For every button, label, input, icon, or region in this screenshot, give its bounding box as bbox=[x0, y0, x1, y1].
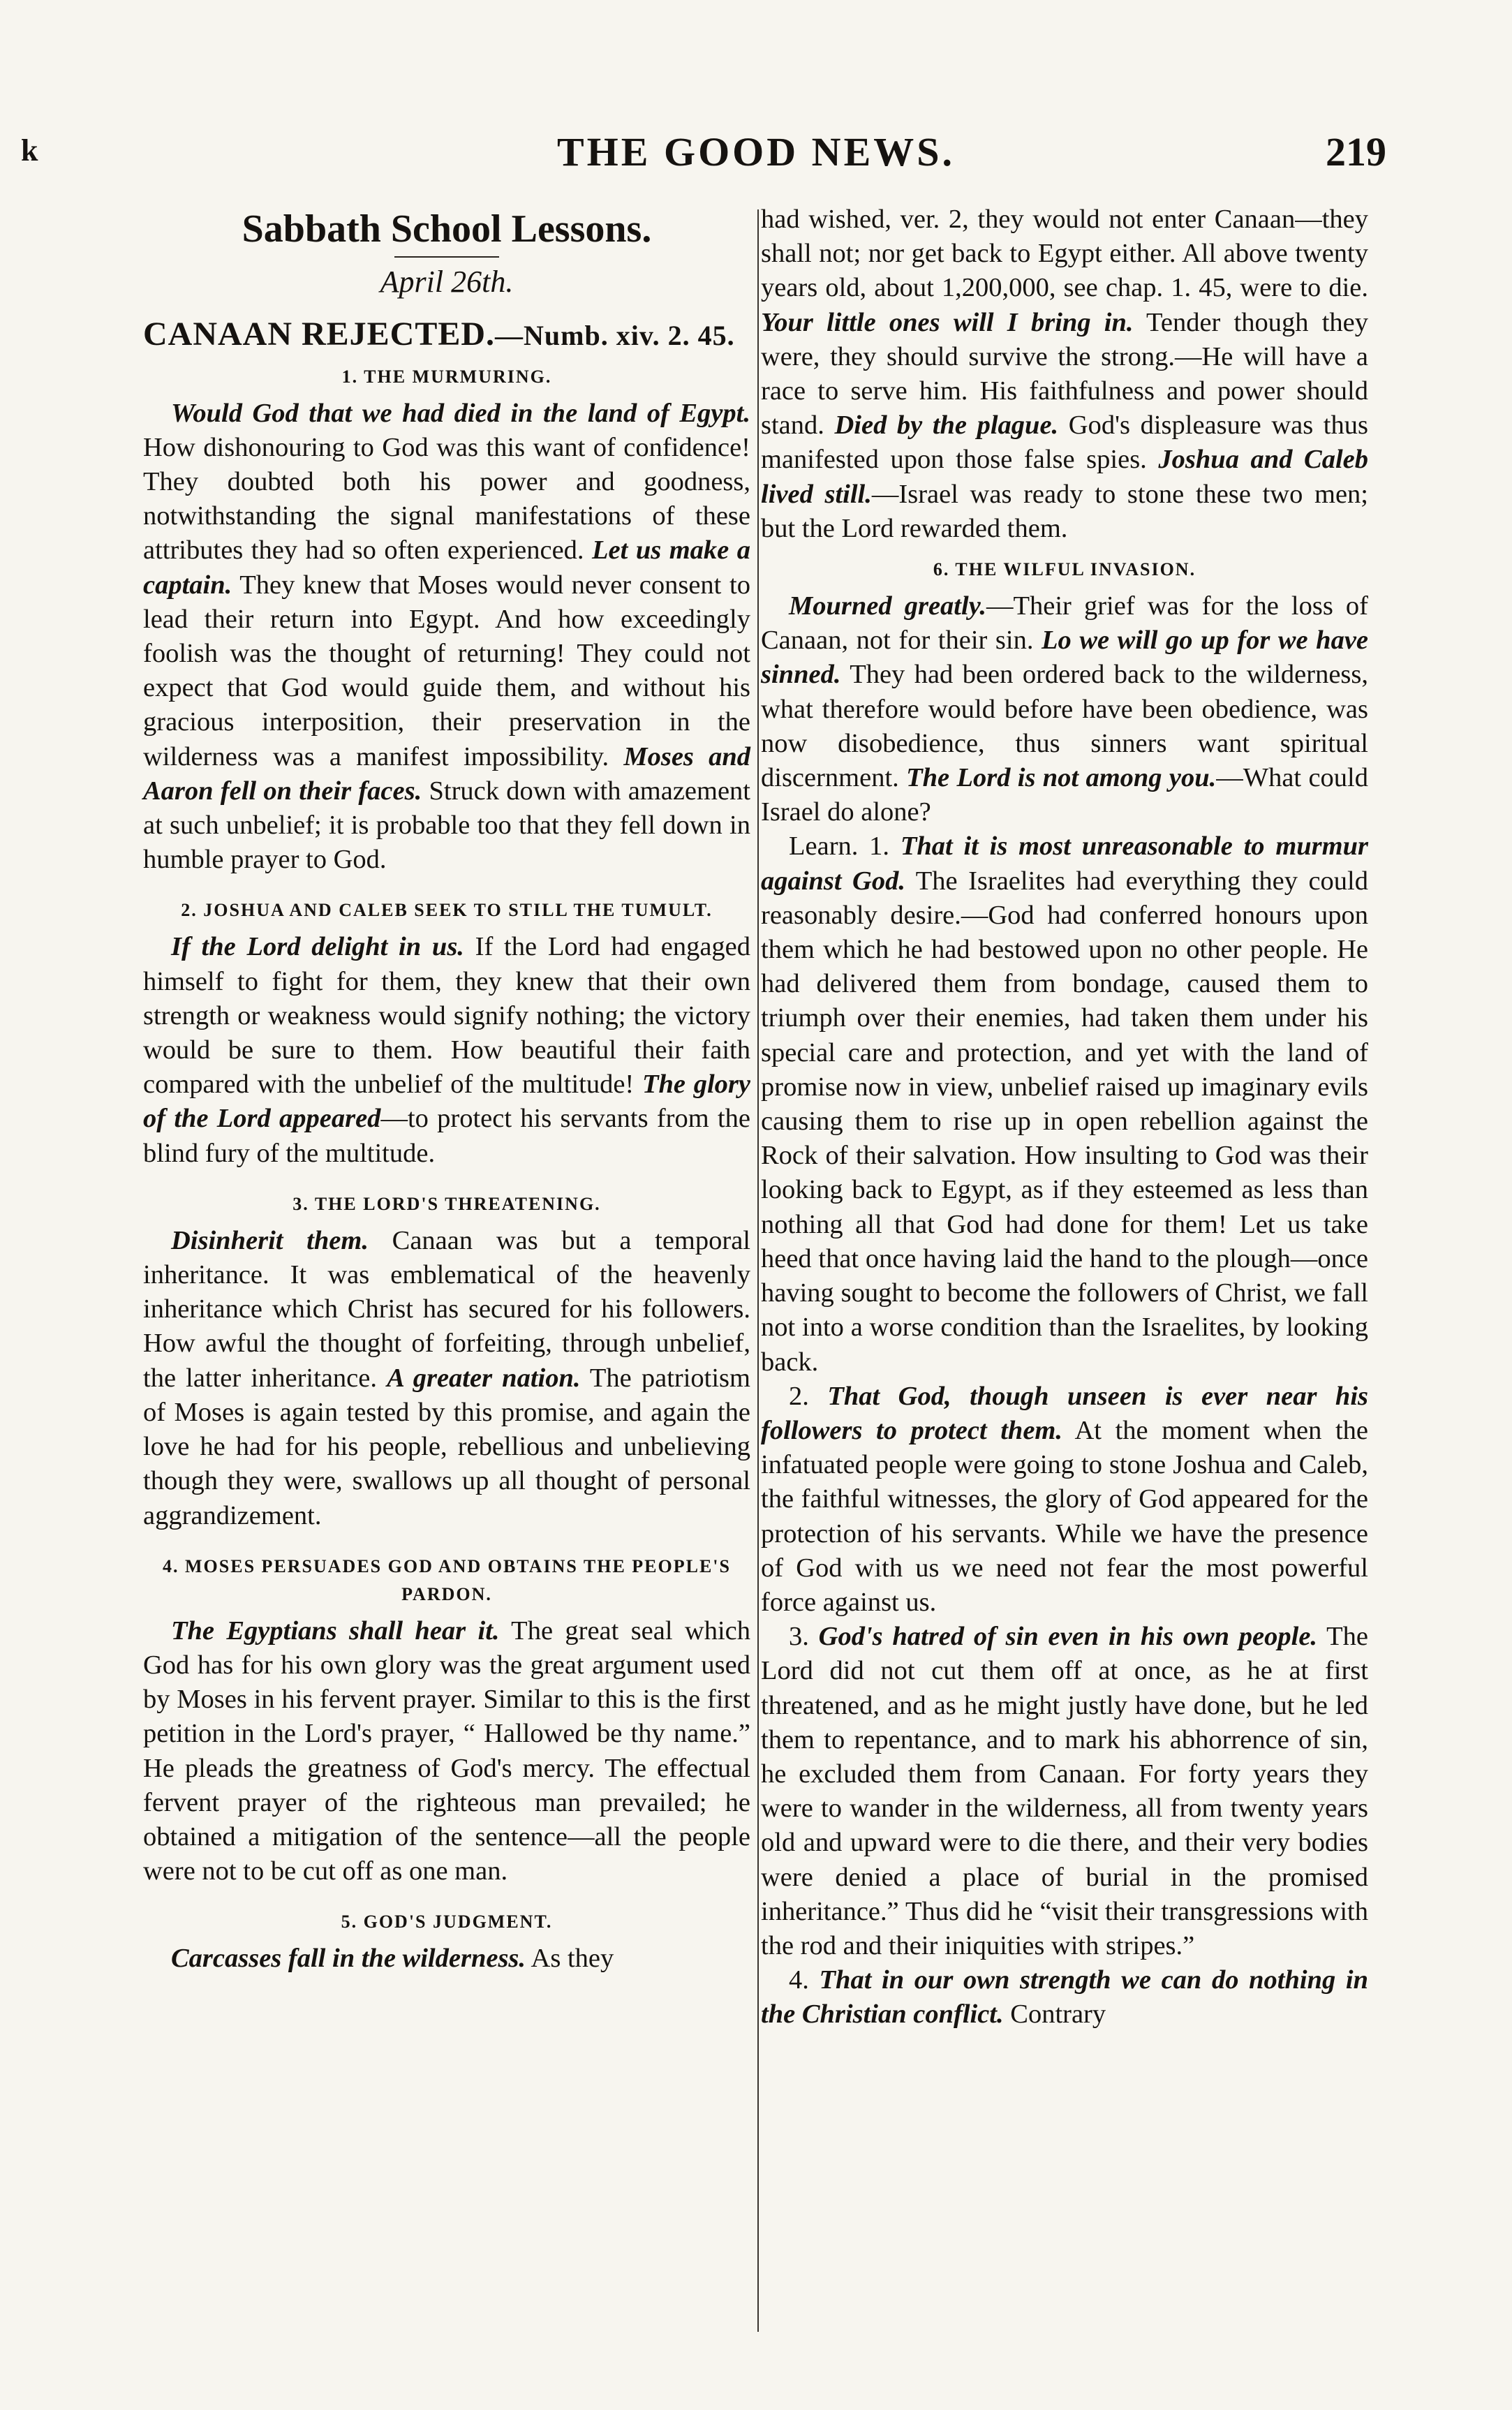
column-divider bbox=[757, 209, 759, 2332]
body-text: How dishonouring to God was this want of confidence! They doubted both his power and goodness, notwithstanding the signal manifestations of these attributes they had so often experienced. bbox=[143, 432, 750, 565]
body-text: 3. bbox=[789, 1622, 819, 1652]
body-text: They had been ordered back to the wilderness, what therefore would before have been obedience, was now disobedience, thus sinners want spiritual discernment. bbox=[761, 660, 1368, 793]
body-text: The great seal which God has for his own glory was the great argument used by Moses in his fervent prayer. Similar to this is the first petition in the Lord's prayer, “ Hallowed be thy name.” He pleads the greatness of God's mercy. The effectual fervent prayer of the righteous man prevailed; he obtained a mitigation of the sentence—all the people were not to be cut off as one man. bbox=[143, 1616, 750, 1886]
body-text: Tender though they were, they should survive the strong.—He will have a race to serve him. His faithfulness and power should stand. bbox=[761, 307, 1368, 441]
body-text: —to protect his servants from the blind fury of the multitude. bbox=[143, 1104, 750, 1168]
section-heading: 6. THE WILFUL INVASION. bbox=[933, 559, 1196, 580]
paragraph bbox=[761, 1620, 1368, 1963]
page-header bbox=[0, 119, 1512, 182]
paragraph bbox=[143, 1224, 750, 1533]
paragraph bbox=[143, 1614, 750, 1889]
lesson-date: April 26th. bbox=[380, 265, 514, 300]
heading-rule bbox=[394, 256, 499, 258]
emphasized-text: Disinherit them. bbox=[171, 1225, 369, 1255]
emphasized-text: Let us make a captain. bbox=[143, 535, 750, 600]
body-text: Canaan was but a temporal inheritance. It was emblematical of the heavenly inheritance which Christ has secured for his followers. How awful the thought of forfeiting, through unbelief, the latter inheritance. bbox=[143, 1225, 750, 1393]
left-column bbox=[143, 202, 750, 1976]
body-text: God's displeasure was thus manifested upon those false spies. bbox=[761, 411, 1368, 475]
body-text: had wished, ver. 2, they would not enter Canaan—they shall not; nor get back to Egypt either. All above twenty years old, about 1,200,000, see chap. 1. 45, were to die. bbox=[761, 205, 1368, 303]
body-text: As they bbox=[526, 1944, 614, 1974]
margin-mark: k bbox=[21, 133, 38, 168]
body-text: Learn. 1. bbox=[789, 831, 900, 862]
paragraph bbox=[143, 397, 750, 878]
section-heading: 1. THE MURMURING. bbox=[341, 366, 552, 387]
emphasized-text: Lo we will go up for we have sinned. bbox=[761, 626, 1369, 690]
running-title: THE GOOD NEWS. bbox=[556, 129, 956, 175]
emphasized-text: Carcasses fall in the wilderness. bbox=[171, 1944, 526, 1974]
lesson-sections bbox=[143, 363, 750, 1976]
emphasized-text: Would God that we had died in the land of Egypt. bbox=[171, 398, 750, 428]
emphasized-text: A greater nation. bbox=[387, 1363, 581, 1393]
body-text: They knew that Moses would never consent to lead their return into Egypt. And how exceedingly foolish was the thought of returning! They could not expect that God would guide them, and without his gracious interposition, their preservation in the wilderness was a manifest impossibility. bbox=[143, 570, 750, 771]
emphasized-text: God's hatred of sin even in his own people. bbox=[818, 1622, 1318, 1652]
body-text: Struck down with amazement at such unbelief; it is probable too that they fell down in humble prayer to God. bbox=[143, 776, 750, 875]
emphasized-text: The Egyptians shall hear it. bbox=[171, 1616, 500, 1646]
paragraph bbox=[761, 1963, 1368, 2032]
paragraph bbox=[143, 930, 750, 1170]
body-text: At the moment when the infatuated people were going to stone Joshua and Caleb, the faithful witnesses, the glory of God appeared for the protection of his servants. While we have the presence of God with us we need not fear the most powerful force against us. bbox=[761, 1415, 1369, 1617]
emphasized-text: Your little ones will I bring in. bbox=[761, 307, 1134, 337]
topic-title bbox=[143, 317, 750, 353]
body-text: The Lord did not cut them off at once, as he at first threatened, and as he might justly have done, but he led them to repentance, and to mark his abhorrence of sin, he excluded them from Canaan. For forty years they were to wander in the wilderness, all from twenty years old and upward were to die there, and their very bodies were denied a place of burial in the promised inheritance.” Thus did he “visit their transgressions with the rod and their iniquities with stripes.” bbox=[761, 1622, 1368, 1960]
body-text: 2. bbox=[789, 1381, 828, 1411]
body-text: If the Lord had engaged himself to fight for them, they knew that their own strength or weakness would signify nothing; the victory would be sure to them. How beautiful their faith compared with the unbelief of the multitude! bbox=[143, 932, 750, 1100]
section-heading: 2. JOSHUA AND CALEB SEEK TO STILL THE TUMULT. bbox=[181, 900, 713, 921]
paragraph bbox=[761, 829, 1368, 1379]
body-text: —Israel was ready to stone these two men; but the Lord rewarded them. bbox=[761, 479, 1368, 543]
emphasized-text: Mourned greatly. bbox=[789, 591, 986, 621]
body-text: —Their grief was for the loss of Canaan, not for their sin. bbox=[761, 591, 1368, 656]
paragraph bbox=[761, 1380, 1368, 1620]
emphasized-text: Joshua and Caleb lived still. bbox=[761, 445, 1368, 509]
body-text: Contrary bbox=[1003, 1999, 1106, 2030]
body-text: 4. bbox=[789, 1965, 820, 1995]
emphasized-text: That God, though unseen is ever near his followers to protect them. bbox=[761, 1381, 1368, 1445]
paragraph bbox=[761, 589, 1368, 829]
emphasized-text: That in our own strength we can do nothing in the Christian conflict. bbox=[761, 1965, 1368, 2030]
body-text: —What could Israel do alone? bbox=[761, 763, 1368, 827]
paragraph bbox=[143, 1942, 750, 1976]
section-heading: 3. THE LORD'S THREATENING. bbox=[292, 1193, 601, 1214]
topic-title-text: CANAAN REJECTED. bbox=[143, 316, 496, 353]
emphasized-text: That it is most unreasonable to murmur against God. bbox=[761, 831, 1369, 896]
section-heading: 5. GOD'S JUDGMENT. bbox=[341, 1912, 553, 1932]
emphasized-text: Moses and Aaron fell on their faces. bbox=[143, 741, 750, 806]
emphasized-text: If the Lord delight in us. bbox=[171, 932, 464, 962]
body-text: The patriotism of Moses is again tested by this promise, and again the love he had for his people, rebellious and unbelieving though they were, swallows up all thought of personal aggrandizement. bbox=[143, 1363, 750, 1530]
emphasized-text: The Lord is not among you. bbox=[906, 763, 1217, 793]
topic-reference: —Numb. xiv. 2. 45. bbox=[495, 320, 735, 352]
emphasized-text: The glory of the Lord appeared bbox=[143, 1070, 750, 1134]
body-text: The Israelites had everything they could reasonably desire.—God had conferred honours upon them which he had bestowed upon no other people. He had delivered them from bondage, caused them to triumph over their enemies, had taken them under his special care and protection, and yet with the land of promise now in view, unbelief raised up imaginary evils causing them to rise up in open rebellion against the Rock of their salvation. How insulting to God was their looking back to Egypt, as if they esteemed as less than nothing all that God had done for them! Let us take heed that once having laid the hand to the plough—once having sought to become the followers of Christ, we fall not into a worse condition than the Israelites, by looking back. bbox=[761, 866, 1369, 1377]
page-number: 219 bbox=[1326, 129, 1386, 175]
right-column bbox=[761, 202, 1368, 2032]
lesson-heading: Sabbath School Lessons. bbox=[242, 207, 652, 251]
emphasized-text: Died by the plague. bbox=[834, 411, 1059, 441]
paragraph bbox=[761, 202, 1368, 546]
section-heading: 4. MOSES PERSUADES GOD AND OBTAINS THE PEOPLE'S PARDON. bbox=[163, 1555, 731, 1604]
